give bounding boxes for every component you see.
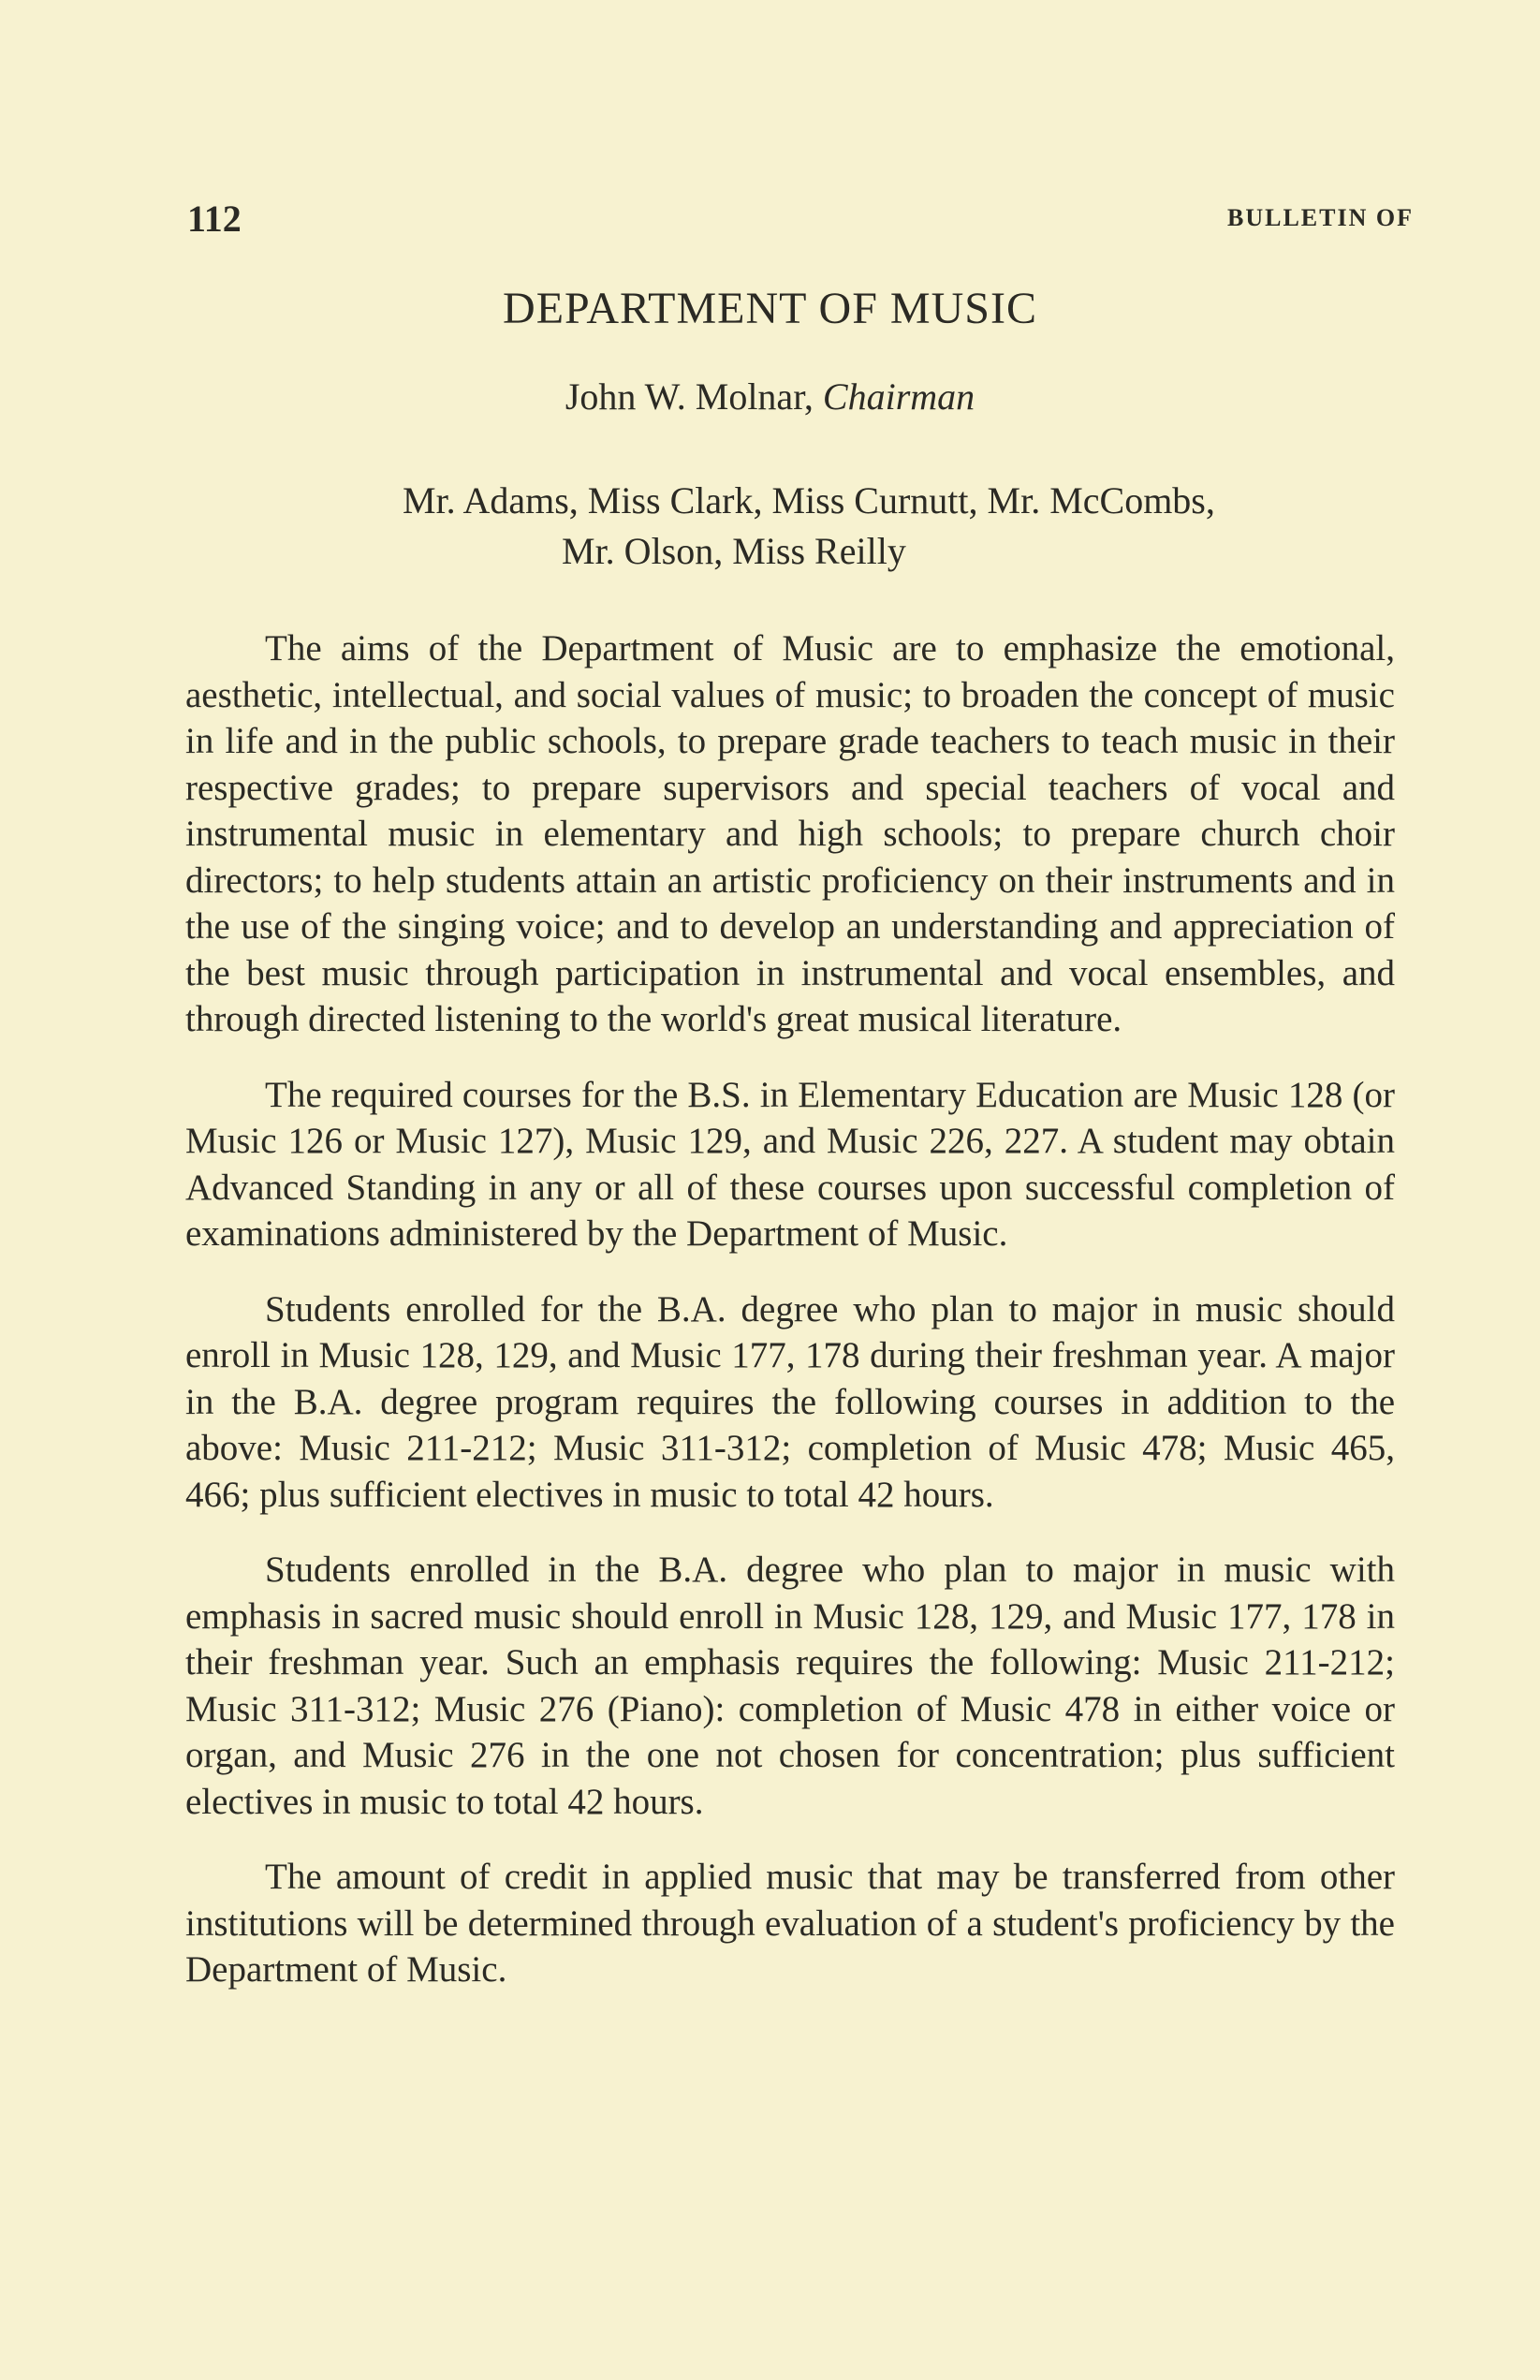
faculty-list (403, 476, 1339, 577)
paragraph-transfer-credit: The amount of credit in applied music that may be transferred from other institutions will be determined through evaluation of a student's proficiency by the Department of Music. (185, 1857, 1395, 1990)
paragraph-aims: The aims of the Department of Music are to emphasize the emotional, aesthetic, intellectual, and social values of music; to broaden the concept of music in life and in the public schools, to prepare grade teachers to teach music in their respective grades; to prepare supervisors and special teachers of vocal and instrumental music in elementary and high schools; to prepare church choir directors; to help students attain an artistic proficiency on their instruments and in the use of the singing voice; and to develop an understanding and appreciation of the best music through participation in instrumental and vocal ensembles, and through directed listening to the world's great musical literature. (185, 628, 1395, 1039)
department-title: DEPARTMENT OF MUSIC (503, 284, 1037, 333)
faculty-line-1: Mr. Adams, Miss Clark, Miss Curnutt, Mr. McCombs, (403, 479, 1215, 522)
body-text (185, 625, 1395, 2022)
paragraph-sacred-music: Students enrolled in the B.A. degree who plan to major in music with emphasis in sacred music should enroll in Music 128, 129, and Music 177, 178 in their freshman year. Such an emphasis requires the following: Music 211-212; Music 311-312; Music 276 (Piano): completion of Music 478 in either voice or organ, and Music 276 in the one not chosen for concentration; plus sufficient electives in music to total 42 hours. (185, 1550, 1395, 1822)
page-number: 112 (187, 198, 242, 240)
chairman-line (187, 375, 1353, 419)
page-header (187, 197, 1414, 253)
running-head: BULLETIN OF (1227, 204, 1414, 231)
paragraph-required-courses: The required courses for the B.S. in Elementary Education are Music 128 (or Music 126 or Music 127), Music 129, and Music 226, 227. A student may obtain Advanced Standing in any or all of these courses upon successful completion of examinations administered by the Department of Music. (185, 1074, 1395, 1254)
faculty-line-2: Mr. Olson, Miss Reilly (562, 530, 906, 572)
paragraph-ba-major: Students enrolled for the B.A. degree who plan to major in music should enroll in Music 128, 129, and Music 177, 178 during their freshman year. A major in the B.A. degree program requires the following courses in addition to the above: Music 211-212; Music 311-312; completion of Music 478; Music 465, 466; plus sufficient electives in music to total 42 hours. (185, 1288, 1395, 1515)
chairman-name: John W. Molnar, (565, 375, 814, 418)
chairman-role: Chairman (822, 375, 975, 418)
